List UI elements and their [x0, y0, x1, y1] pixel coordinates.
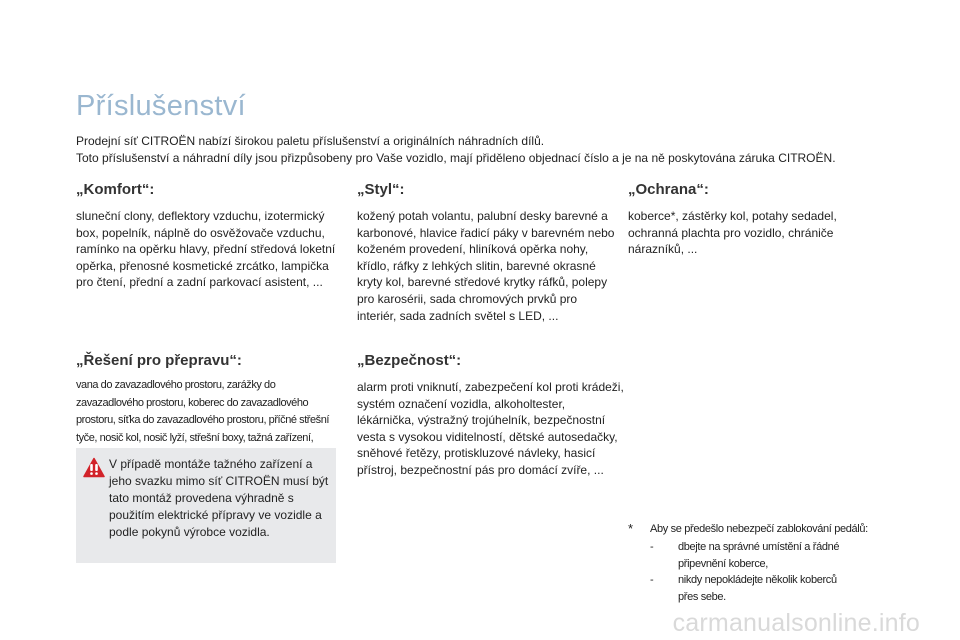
warning-box	[76, 448, 336, 563]
section-body-ochrana: koberce*, zástěrky kol, potahy sedadel, ochranná plachta pro vozidlo, chrániče nárazníků, ...	[628, 209, 837, 257]
footnote-dash: -	[650, 541, 654, 553]
warning-exclamation-icon	[83, 457, 105, 479]
section-ochrana	[628, 181, 868, 258]
watermark: carmanualsonline.info	[672, 609, 920, 637]
section-body-bezpecnost: alarm proti vniknutí, zabezpečení kol proti krádeži, systém označení vozidla, alkoholtester, lékárnička, výstražný trojúhelník, bezpečnostní vesta s vysokou viditelností, dětské autosedačky, sněhové řetězy, protiskluzové návleky, hasicí přístroj, bezpečnostní pás pro domácí zvíře, ...	[357, 380, 624, 477]
section-title-bezpecnost: „Bezpečnost“:	[357, 352, 462, 369]
intro-line-1: Prodejní síť CITROËN nabízí širokou paletu příslušenství a originálních náhradních dílů.	[76, 134, 545, 148]
footnote-marker: *	[628, 521, 633, 536]
footnote-item-text: nikdy nepokládejte několik koberců přes sebe.	[678, 574, 837, 603]
footnote-text: Aby se předešlo nebezpečí zablokování pedálů:	[650, 523, 868, 535]
section-body-preprava: vana do zavazadlového prostoru, zarážky do zavazadlového prostoru, koberec do zavazadlového prostoru, síťka do zavazadlového prostoru, příčné střešní tyče, nosič kol, nosič lyží, střešní boxy, tažná zařízení,	[76, 379, 330, 444]
section-title-komfort: „Komfort“:	[76, 181, 155, 198]
section-title-ochrana: „Ochrana“:	[628, 181, 709, 198]
warning-text: V případě montáže tažného zařízení a jeho svazku mimo síť CITROËN musí být tato montáž provedena výhradně s použitím elektrické přípravy ve vozidle a podle pokynů výrobce vozidla.	[109, 457, 329, 539]
section-styl	[357, 181, 619, 324]
footnote	[628, 521, 918, 605]
footnote-list-item	[650, 572, 918, 605]
section-body-styl: kožený potah volantu, palubní desky barevné a karbonové, hlavice řadicí páky v barevném nebo koženém provedení, hliníková opěrka nohy, křídlo, ráfky z lehkých slitin, barevné okrasné kryty kol, barevné středové krytky ráfků, polepy pro karosérii, sada chromových prvků pro interiér, sada zadních světel s LED, ...	[357, 209, 615, 323]
section-title-styl: „Styl“:	[357, 181, 405, 198]
section-body-komfort: sluneční clony, deflektory vzduchu, izotermický box, popelník, náplně do osvěžovače vzduchu, ramínko na opěrku hlavy, přední středová loketní opěrka, přenosné kosmetické zrcátko, lampička pro čtení, přední a zadní parkovací asistent, ...	[76, 209, 336, 290]
footnote-list	[650, 539, 918, 605]
intro-text	[76, 133, 936, 166]
footnote-dash: -	[650, 574, 654, 586]
section-bezpecnost	[357, 352, 625, 479]
page-title: Příslušenství	[76, 90, 246, 122]
section-title-preprava: „Řešení pro přepravu“:	[76, 352, 242, 369]
footnote-item-text: dbejte na správné umístění a řádné připevnění koberce,	[678, 541, 840, 570]
footnote-list-item	[650, 539, 918, 572]
intro-line-2: Toto příslušenství a náhradní díly jsou přizpůsobeny pro Vaše vozidlo, mají přiděleno objednací číslo a je na ně poskytována záruka CITROËN.	[76, 150, 836, 165]
section-komfort	[76, 181, 338, 291]
